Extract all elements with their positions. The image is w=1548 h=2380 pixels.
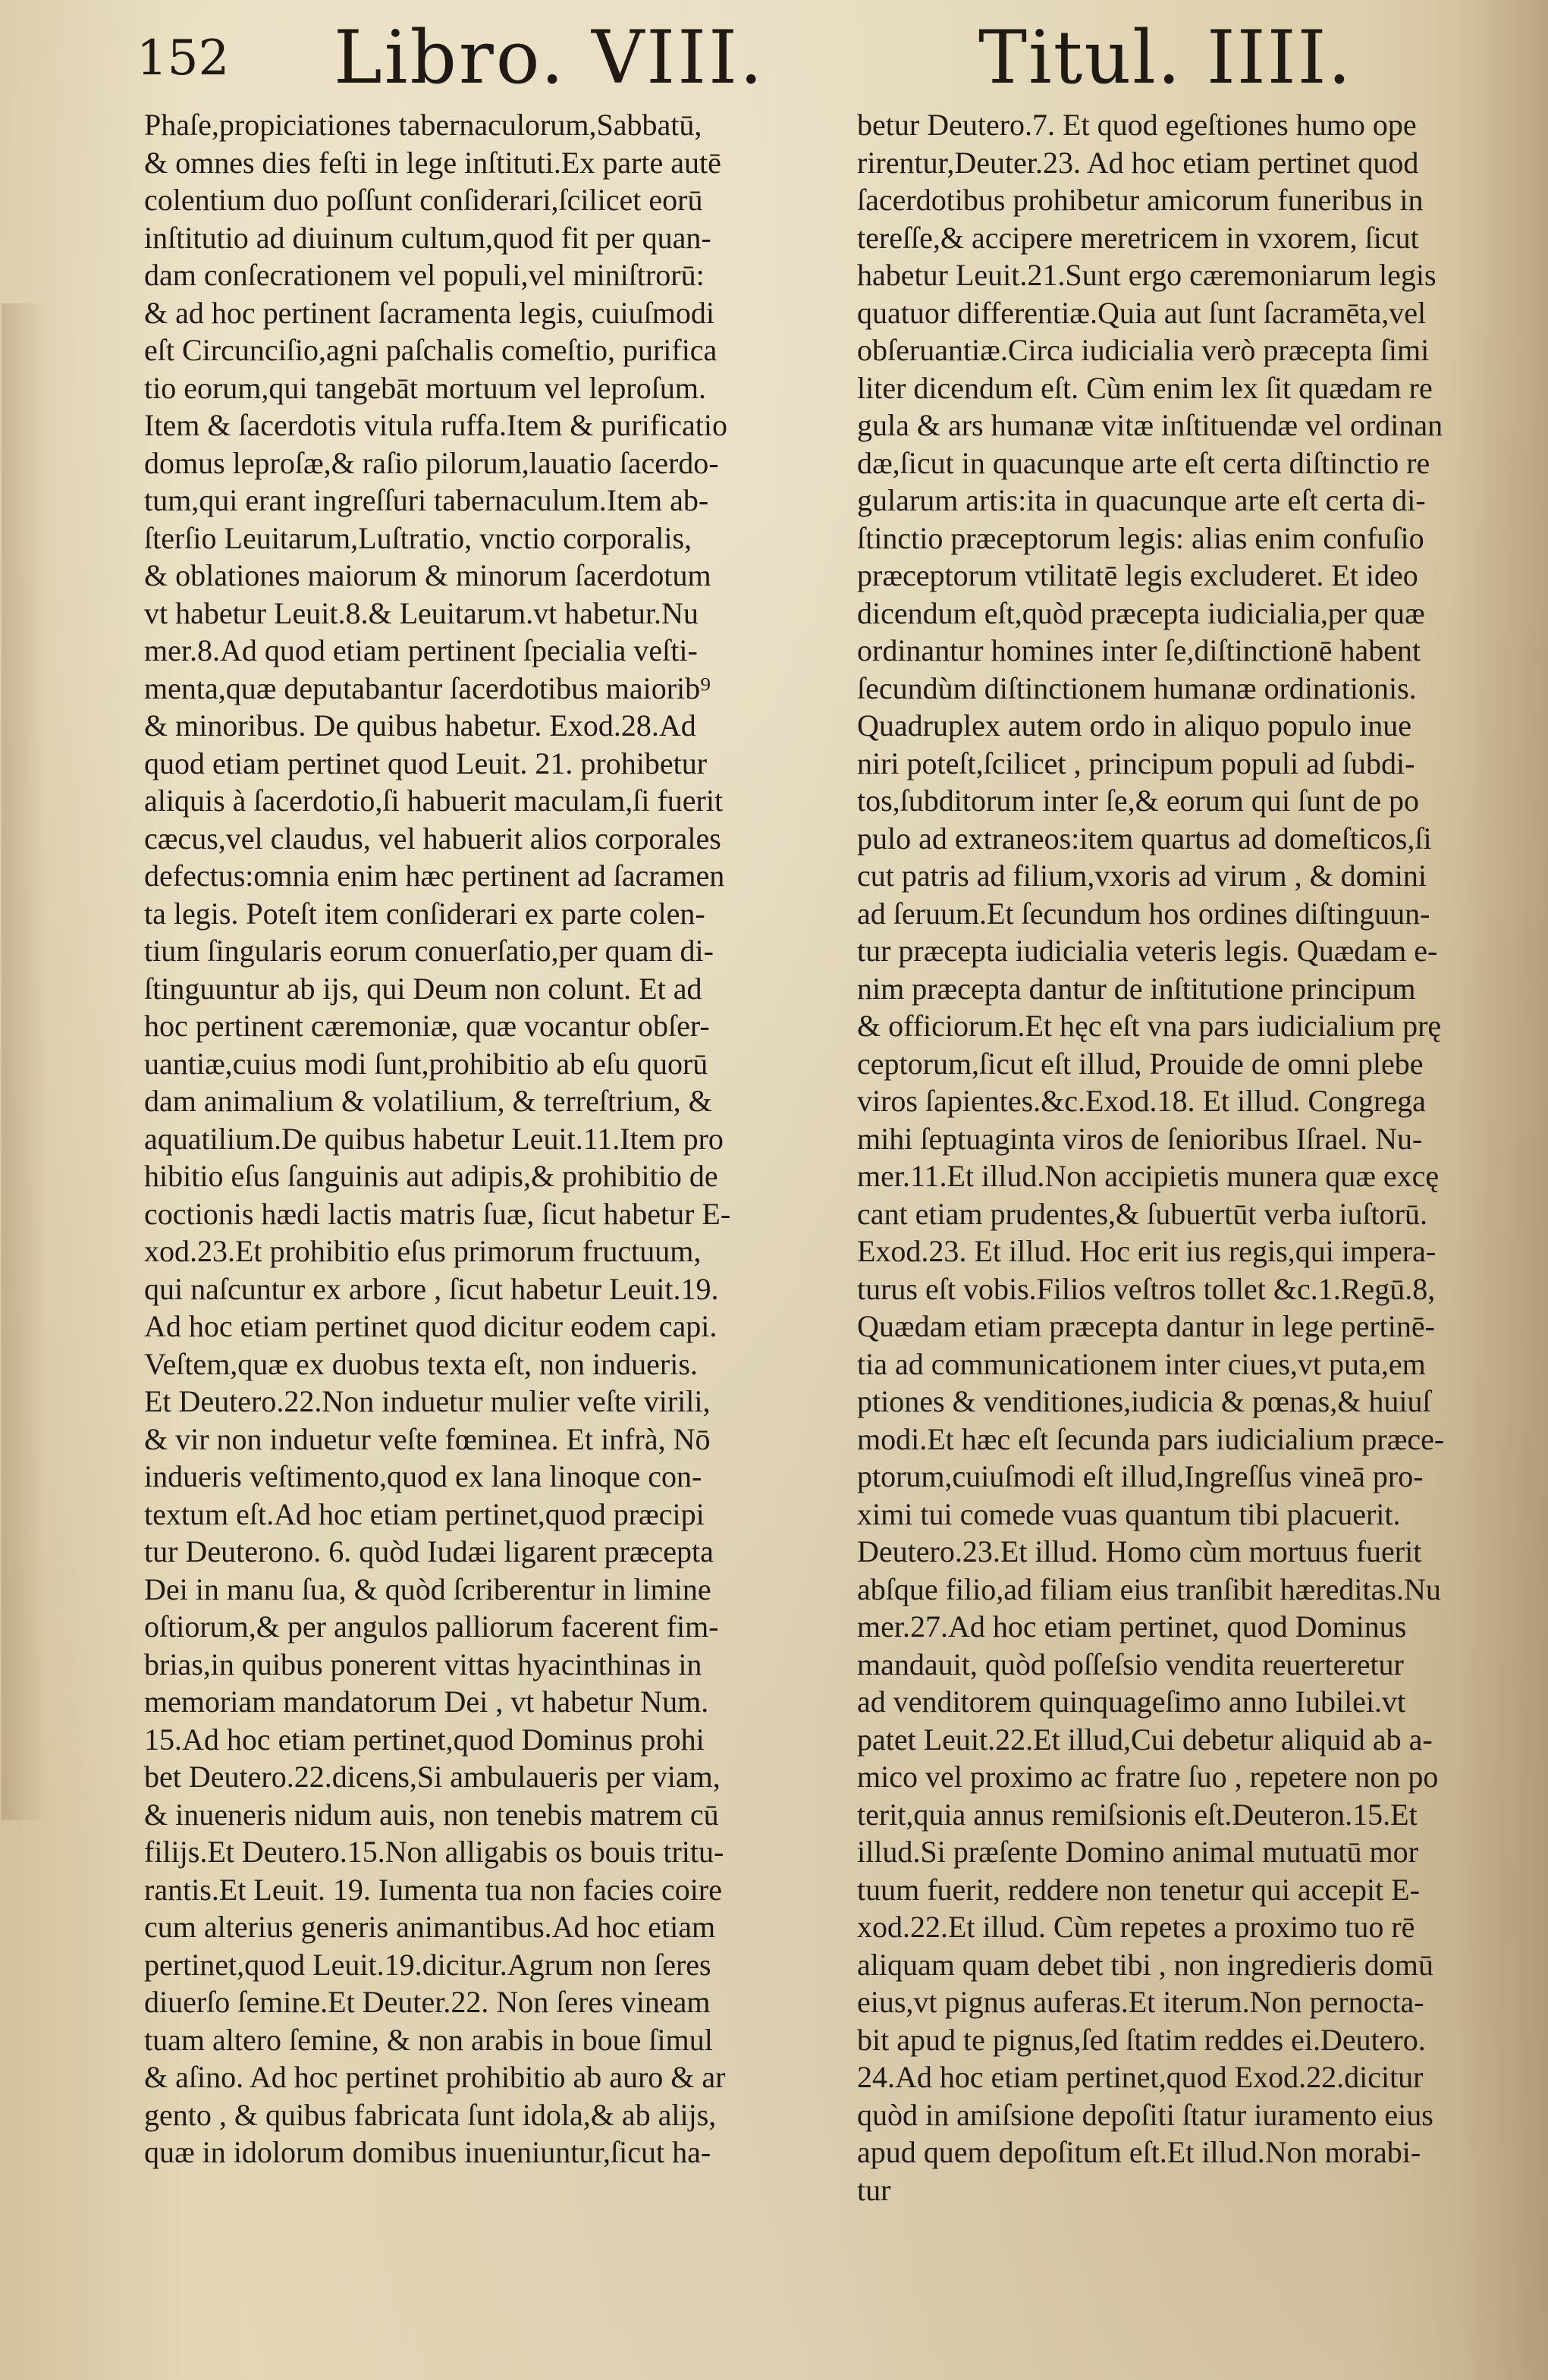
text-line: dam animalium & volatilium, & terreſtrium, & — [144, 1084, 712, 1118]
text-line: mico vel proximo ac fratre ſuo , repetere non po — [857, 1760, 1439, 1794]
text-line: tium ſingularis eorum conuerſatio,per quam di- — [144, 934, 714, 968]
text-line: mer.27.Ad hoc etiam pertinet, quod Dominus — [857, 1609, 1407, 1644]
text-line: tio eorum,qui tangebāt mortuum vel leproſum. — [144, 370, 706, 405]
text-line: filijs.Et Deutero.15.Non alligabis os bouis tritu- — [144, 1835, 724, 1869]
text-line: cum alterius generis animantibus.Ad hoc etiam — [144, 1910, 716, 1944]
text-line: ptiones & venditiones,iudicia & pœnas,& huiuſ — [857, 1384, 1431, 1418]
text-line: quæ in idolorum domibus inueniuntur,ſicut ha- — [144, 2135, 711, 2169]
text-line: Et Deutero.22.Non induetur mulier veſte virili, — [144, 1384, 711, 1418]
text-line: habetur Leuit.21.Sunt ergo cæremoniarum legis — [857, 258, 1437, 292]
text-line: ordinantur homines inter ſe,diſtinctionē habent — [857, 633, 1421, 667]
text-line: dæ,ſicut in quacunque arte eſt certa diſtinctio re — [857, 445, 1430, 480]
text-line: ſtinctio præceptorum legis: alias enim confuſio — [857, 520, 1424, 555]
page-number: 152 — [137, 30, 230, 86]
running-header — [129, 15, 1411, 99]
text-line: memoriam mandatorum Dei , vt habetur Num. — [144, 1685, 709, 1719]
text-line: Exod.23. Et illud. Hoc erit ius regis,qui impera- — [857, 1234, 1437, 1268]
text-line: vt habetur Leuit.8.& Leuitarum.vt habetur.Nu — [144, 595, 699, 630]
text-line: bet Deutero.22.dicens,Si ambulaueris per viam, — [144, 1760, 721, 1794]
text-line: Quadruplex autem ordo in aliquo populo inue — [857, 708, 1411, 743]
text-line: modi.Et hæc eſt ſecunda pars iudicialium præce- — [857, 1421, 1445, 1456]
text-line: ad ſeruum.Et ſecundum hos ordines diſtinguun- — [857, 896, 1430, 931]
text-line: dicendum eſt,quòd præcepta iudicialia,per quæ — [857, 595, 1425, 630]
title-heading: Titul. IIII. — [978, 15, 1353, 100]
text-line: liter dicendum eſt. Cùm enim lex ſit quædam re — [857, 370, 1433, 405]
text-line: & officiorum.Et hęc eſt vna pars iudicialium prę — [857, 1009, 1442, 1043]
text-line: mandauit, quòd poſſeſsio vendita reuerteretur — [857, 1647, 1404, 1681]
left-text-column — [144, 106, 827, 2171]
text-line: Ad hoc etiam pertinet quod dicitur eodem capi. — [144, 1309, 717, 1343]
text-line: niri poteſt,ſcilicet , principum populi ad ſubdi- — [857, 746, 1415, 780]
text-line: tuam altero ſemine, & non arabis in boue ſimul — [144, 2022, 713, 2057]
text-line: abſque filio,ad filiam eius tranſibit hæreditas.Nu — [857, 1571, 1441, 1606]
text-line: hibitio eſus ſanguinis aut adipis,& prohibitio de — [144, 1159, 718, 1193]
text-line: & omnes dies feſti in lege inſtituti.Ex parte autē — [144, 145, 721, 180]
text-line: betur Deutero.7. Et quod egeſtiones humo ope — [857, 108, 1417, 142]
text-line: præceptorum vtilitatē legis excluderet. Et ideo — [857, 558, 1418, 592]
text-line: aquatilium.De quibus habetur Leuit.11.Item pro — [144, 1121, 724, 1156]
text-line: cæcus,vel claudus, vel habuerit alios corporales — [144, 821, 721, 856]
text-line: coctionis hædi lactis matris ſuæ, ſicut habetur E- — [144, 1196, 731, 1231]
text-line: pertinet,quod Leuit.19.dicitur.Agrum non ſeres — [144, 1947, 711, 1982]
page-edge-stain — [2, 303, 47, 1820]
text-line: Quædam etiam præcepta dantur in lege pertinē- — [857, 1309, 1435, 1343]
text-line: ximi tui comede vuas quantum tibi placuerit. — [857, 1496, 1401, 1531]
text-line: qui naſcuntur ex arbore , ſicut habetur Leuit.19. — [144, 1271, 719, 1306]
text-line: tur præcepta iudicialia veteris legis. Quædam e- — [857, 934, 1438, 968]
text-line: ceptorum,ſicut eſt illud, Prouide de omni plebe — [857, 1046, 1424, 1081]
text-line: tur Deuterono. 6. quòd Iudæi ligarent præcepta — [144, 1534, 714, 1568]
text-line: hoc pertinent cæremoniæ, quæ vocantur obſer- — [144, 1009, 710, 1043]
text-line: tur — [857, 2172, 891, 2207]
text-line: & minoribus. De quibus habetur. Exod.28.Ad — [144, 708, 696, 743]
text-line: patet Leuit.22.Et illud,Cui debetur aliquid ab a- — [857, 1722, 1433, 1757]
text-line: menta,quæ deputabantur ſacerdotibus maiorib⁹ — [144, 670, 711, 705]
text-line: nim præcepta dantur de inſtitutione principum — [857, 971, 1416, 1006]
text-line: indueris veſtimento,quod ex lana linoque con- — [144, 1459, 702, 1493]
text-line: cant etiam prudentes,& ſubuertūt verba iuſtorū. — [857, 1196, 1427, 1231]
text-line: diuerſo ſemine.Et Deuter.22. Non ſeres vineam — [144, 1985, 711, 2019]
text-line: quatuor differentiæ.Quia aut ſunt ſacramēta,vel — [857, 295, 1427, 330]
text-line: textum eſt.Ad hoc etiam pertinet,quod præcipi — [144, 1496, 705, 1531]
text-line: turus eſt vobis.Filios veſtros tollet &c.1.Regū.8, — [857, 1271, 1436, 1306]
text-line: tuum fuerit, reddere non tenetur qui accepit E- — [857, 1872, 1420, 1907]
text-line: oſtiorum,& per angulos palliorum facerent fim- — [144, 1609, 719, 1644]
text-line: tos,ſubditorum inter ſe,& eorum qui ſunt de po — [857, 783, 1420, 818]
text-line: uantiæ,cuius modi ſunt,prohibitio ab eſu quorū — [144, 1046, 708, 1081]
text-line: cut patris ad filium,vxoris ad virum , & domini — [857, 859, 1427, 893]
text-line: tereſſe,& accipere meretricem in vxorem, ſicut — [857, 220, 1419, 255]
text-line: domus leproſæ,& raſio pilorum,lauatio ſacerdo- — [144, 445, 719, 480]
text-line: ſtinguuntur ab ijs, qui Deum non colunt. Et ad — [144, 971, 702, 1006]
text-line: ta legis. Poteſt item conſiderari ex parte colen- — [144, 896, 705, 931]
text-line: tum,qui erant ingreſſuri tabernaculum.Item ab- — [144, 483, 709, 517]
text-line: & vir non induetur veſte fœminea. Et infrà, Nō — [144, 1421, 711, 1456]
text-line: defectus:omnia enim hæc pertinent ad ſacramen — [144, 859, 725, 893]
text-line: gula & ars humanæ vitæ inſtituendæ vel ordinan — [857, 408, 1443, 442]
text-line: ptorum,cuiuſmodi eſt illud,Ingreſſus vineā pro- — [857, 1459, 1424, 1493]
book-heading: Libro. VIII. — [334, 15, 765, 100]
text-line: ad venditorem quinquageſimo anno Iubilei.vt — [857, 1685, 1406, 1719]
text-line: Dei in manu ſua, & quòd ſcriberentur in limine — [144, 1571, 711, 1606]
text-line: pulo ad extraneos:item quartus ad domeſticos,ſi — [857, 821, 1432, 856]
text-line: ſacerdotibus prohibetur amicorum funeribus in — [857, 183, 1424, 217]
text-line: aliquam quam debet tibi , non ingredieris domū — [857, 1947, 1433, 1982]
text-line: Deutero.23.Et illud. Homo cùm mortuus fuerit — [857, 1534, 1422, 1568]
text-line: viros ſapientes.&c.Exod.18. Et illud. Congrega — [857, 1084, 1426, 1118]
text-line: aliquis à ſacerdotio,ſi habuerit maculam,ſi fuerit — [144, 783, 724, 818]
text-line: ſterſio Leuitarum,Luſtratio, vnctio corporalis, — [144, 520, 692, 555]
text-line: gularum artis:ita in quacunque arte eſt certa di- — [857, 483, 1426, 517]
text-line: ſecundùm diſtinctionem humanæ ordinationis. — [857, 670, 1417, 705]
text-line: mer.8.Ad quod etiam pertinent ſpecialia veſti- — [144, 633, 698, 667]
text-line: mer.11.Et illud.Non accipietis munera quæ excę — [857, 1159, 1440, 1193]
text-line: illud.Si præſente Domino animal mutuatū mor — [857, 1835, 1418, 1869]
text-line: rirentur,Deuter.23. Ad hoc etiam pertinet quod — [857, 145, 1419, 180]
text-line: Item & ſacerdotis vitula ruffa.Item & purificatio — [144, 408, 728, 442]
text-line: 15.Ad hoc etiam pertinet,quod Dominus prohi — [144, 1722, 705, 1757]
text-line: & aſino. Ad hoc pertinet prohibitio ab auro & ar — [144, 2060, 726, 2094]
text-line: & oblationes maiorum & minorum ſacerdotum — [144, 558, 711, 592]
text-line: eſt Circunciſio,agni paſchalis comeſtio, purifica — [144, 333, 717, 367]
text-line: Veſtem,quæ ex duobus texta eſt, non indueris. — [144, 1346, 698, 1381]
text-line: quòd in amiſsione depoſiti ſtatur iuramento eius — [857, 2097, 1433, 2132]
text-line: xod.23.Et prohibitio eſus primorum fructuum, — [144, 1234, 702, 1268]
text-line: 24.Ad hoc etiam pertinet,quod Exod.22.dicitur — [857, 2060, 1424, 2094]
text-line: gento , & quibus fabricata ſunt idola,& ab alijs, — [144, 2097, 717, 2132]
text-line: mihi ſeptuaginta viros de ſenioribus Iſrael. Nu- — [857, 1121, 1423, 1156]
text-line: apud quem depoſitum eſt.Et illud.Non morabi- — [857, 2135, 1421, 2169]
text-line: terit,quia annus remiſsionis eſt.Deuteron.15.Et — [857, 1797, 1418, 1832]
text-line: brias,in quibus ponerent vittas hyacinthinas in — [144, 1647, 702, 1681]
text-line: xod.22.Et illud. Cùm repetes a proximo tuo rē — [857, 1910, 1415, 1944]
text-line: bit apud te pignus,ſed ſtatim reddes ei.Deutero. — [857, 2022, 1426, 2057]
text-line: obſeruantiæ.Circa iudicialia verò præcepta ſimi — [857, 333, 1430, 367]
text-line: colentium duo poſſunt conſiderari,ſcilicet eorū — [144, 183, 703, 217]
text-line: eius,vt pignus auferas.Et iterum.Non pernocta- — [857, 1985, 1424, 2019]
text-line: & inueneris nidum auis, non tenebis matrem cū — [144, 1797, 719, 1832]
text-line: dam conſecrationem vel populi,vel miniſtrorū: — [144, 258, 705, 292]
text-line: Phaſe,propiciationes tabernaculorum,Sabbatū, — [144, 108, 702, 142]
text-line: & ad hoc pertinent ſacramenta legis, cuiuſmodi — [144, 295, 714, 330]
text-line: quod etiam pertinet quod Leuit. 21. prohibetur — [144, 746, 708, 780]
text-line: rantis.Et Leuit. 19. Iumenta tua non facies coire — [144, 1872, 722, 1907]
text-line: inſtitutio ad diuinum cultum,quod fit per quan- — [144, 220, 711, 255]
right-text-column — [857, 106, 1524, 2209]
text-line: tia ad communicationem inter ciues,vt puta,em — [857, 1346, 1426, 1381]
